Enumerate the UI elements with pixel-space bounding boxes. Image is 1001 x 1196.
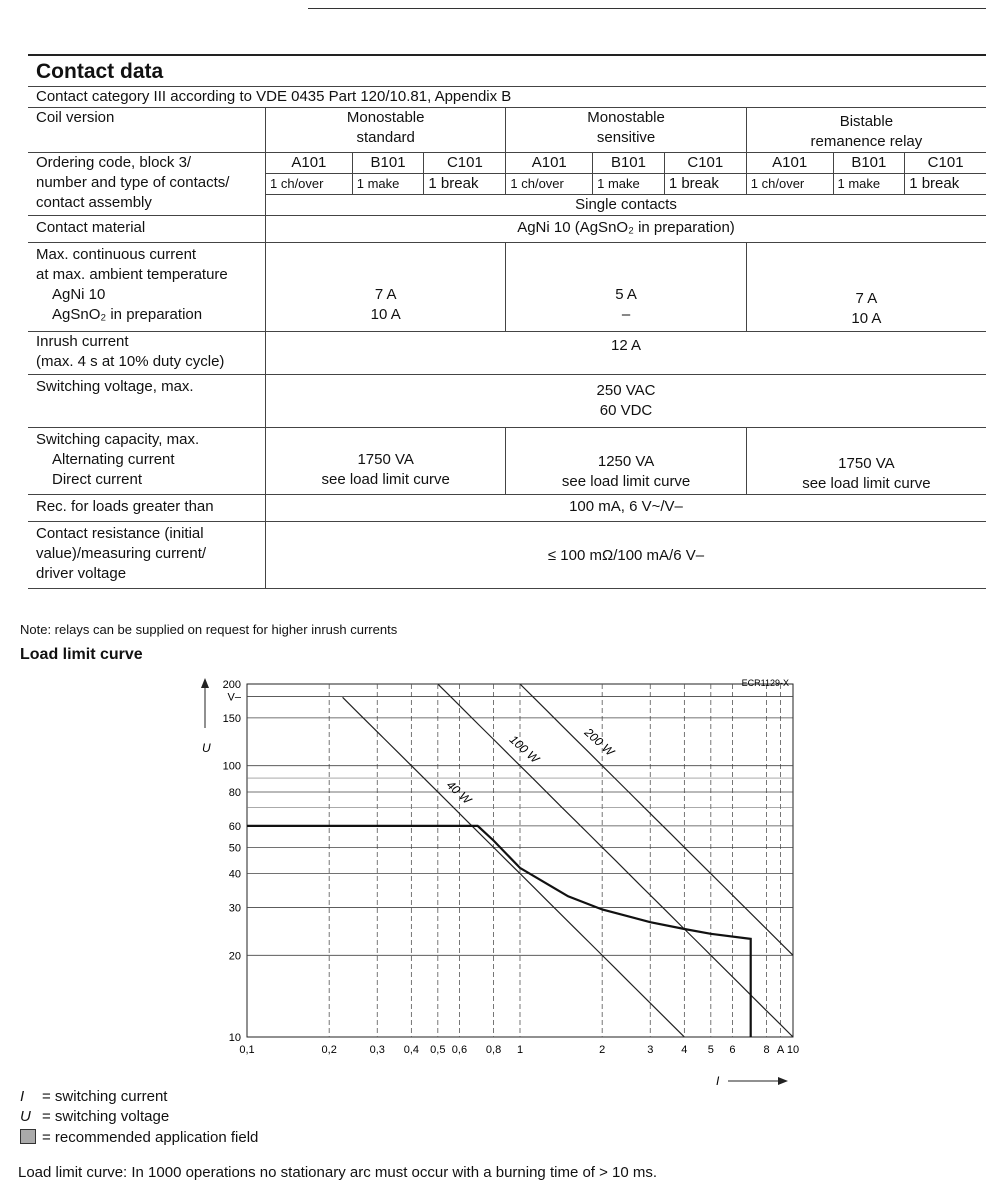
legend-item-current — [20, 1088, 167, 1105]
ordering-label-1: Ordering code, block 3/ — [36, 154, 192, 171]
switching-capacity-row — [28, 428, 986, 495]
inrush-row — [28, 332, 986, 375]
y-tick-label: 40 — [228, 868, 241, 881]
load-limit-curve — [247, 826, 751, 1037]
code-cell: B101 — [352, 153, 424, 174]
coil-mono-sens-1: Monostable — [587, 109, 665, 126]
x-axis-arrow-head-icon — [778, 1077, 788, 1085]
switching-capacity-sens-2: see load limit curve — [561, 473, 691, 490]
max-current-bi-1: 7 A — [855, 290, 878, 307]
max-current-label-4: AgSnO₂ in preparation — [52, 306, 203, 323]
switching-capacity-label-3: Direct current — [52, 471, 143, 488]
coil-version-label: Coil version — [28, 108, 266, 153]
coil-mono-sens-2: sensitive — [596, 129, 656, 146]
contact-type-cell: 1 make — [352, 174, 424, 195]
switching-capacity-std-1: 1750 VA — [357, 451, 414, 468]
category-row — [28, 87, 986, 108]
coil-mono-std — [266, 108, 506, 153]
max-current-sens-2: – — [621, 306, 631, 323]
y-tick-label: 80 — [228, 786, 241, 799]
note: Note: relays can be supplied on request for higher inrush currents — [20, 622, 398, 637]
load-limit-heading: Load limit curve — [20, 646, 143, 663]
ordering-label — [28, 153, 266, 216]
coil-mono-std-2: standard — [356, 129, 415, 146]
code-cell: C101 — [664, 153, 746, 174]
code-cell: C101 — [424, 153, 506, 174]
contact-type-cell: 1 make — [833, 174, 905, 195]
switching-capacity-label-1: Switching capacity, max. — [36, 431, 200, 448]
contact-data-table — [28, 86, 986, 589]
footnote: Load limit curve: In 1000 operations no stationary arc must occur with a burning time of > 10 ms. — [18, 1164, 658, 1181]
category-line: Contact category III according to VDE 0435 Part 120/10.81, Appendix B — [28, 87, 986, 108]
inrush-label-2: (max. 4 s at 10% duty cycle) — [36, 353, 225, 370]
switching-voltage-2: 60 VDC — [599, 402, 653, 419]
max-current-std — [266, 243, 506, 332]
contact-type-cell: 1 make — [593, 174, 665, 195]
coil-bistable-1: Bistable — [839, 113, 894, 130]
switching-capacity-std — [266, 428, 506, 495]
max-current-label — [28, 243, 266, 332]
x-tick-label: 0,1 — [239, 1044, 255, 1056]
max-current-std-2: 10 A — [370, 306, 401, 323]
y-tick-label: 30 — [228, 902, 241, 915]
contact-material-row — [28, 216, 986, 243]
switching-voltage-value — [266, 375, 987, 428]
code-cell: A101 — [266, 153, 353, 174]
y-tick-label: 60 — [228, 820, 241, 833]
legend-text: = recommended application field — [42, 1129, 259, 1146]
max-current-std-1: 7 A — [374, 286, 397, 303]
y-tick-label: V– — [227, 691, 241, 704]
legend-symbol: I — [20, 1088, 25, 1105]
contact-type-cell: 1 ch/over — [506, 174, 593, 195]
x-tick-label: 10 — [786, 1044, 800, 1056]
max-current-sens-1: 5 A — [615, 286, 637, 303]
x-tick-label: 8 — [763, 1044, 770, 1056]
rec-loads-row — [28, 495, 986, 522]
section-title-box — [28, 54, 986, 86]
x-tick-label: 1 — [516, 1044, 524, 1056]
x-tick-label: 0,5 — [430, 1044, 446, 1056]
x-tick-label: 0,6 — [451, 1044, 468, 1056]
switching-capacity-label — [28, 428, 266, 495]
x-tick-label: 0,3 — [369, 1044, 385, 1056]
contact-type-cell: 1 break — [664, 174, 746, 195]
switching-capacity-bi — [746, 428, 986, 495]
legend-item-application-field — [20, 1129, 258, 1146]
contact-resistance-label-3: driver voltage — [36, 565, 127, 582]
code-cell: C101 — [905, 153, 986, 174]
coil-bistable-2: remanence relay — [810, 133, 923, 150]
switching-capacity-sens-1: 1250 VA — [597, 453, 655, 470]
x-tick-label: 2 — [599, 1044, 606, 1056]
contact-resistance-label — [28, 522, 266, 589]
y-tick-label: 50 — [228, 842, 241, 855]
switching-voltage-label: Switching voltage, max. — [28, 375, 266, 428]
coil-mono-std-1: Monostable — [346, 109, 425, 126]
rec-loads-value: 100 mA, 6 V~/V– — [266, 495, 987, 522]
power-line-label: 200 W — [581, 725, 617, 759]
section-title: Contact data — [36, 60, 164, 83]
x-tick-label: 6 — [729, 1044, 736, 1056]
inrush-label — [28, 332, 266, 375]
switching-capacity-bi-1: 1750 VA — [838, 455, 895, 472]
y-tick-label: 200 — [222, 679, 241, 691]
x-tick-label: 0,8 — [485, 1044, 502, 1056]
power-line-label: 40 W — [443, 777, 474, 807]
x-tick-label: 5 — [707, 1044, 714, 1056]
y-tick-label: 150 — [222, 712, 241, 725]
max-current-label-3: AgNi 10 — [52, 286, 106, 303]
code-cell: A101 — [746, 153, 833, 174]
switching-voltage-1: 250 VAC — [596, 382, 656, 399]
x-tick-label: 0,2 — [321, 1044, 337, 1056]
switching-capacity-std-2: see load limit curve — [321, 471, 450, 488]
x-tick-label: 3 — [647, 1044, 654, 1056]
y-tick-label: 20 — [228, 950, 241, 963]
code-cell: B101 — [833, 153, 905, 174]
y-tick-label: 100 — [222, 760, 241, 773]
contact-resistance-label-1: Contact resistance (initial — [36, 525, 204, 542]
load-limit-chart — [180, 668, 820, 1093]
contact-resistance-row — [28, 522, 986, 589]
power-line-label: 100 W — [506, 732, 542, 766]
legend-symbol: U — [20, 1108, 31, 1125]
coil-mono-sens — [506, 108, 746, 153]
legend-item-voltage — [20, 1108, 169, 1125]
legend-text: = switching voltage — [42, 1108, 170, 1125]
max-current-bi — [746, 243, 986, 332]
switching-capacity-bi-2: see load limit curve — [802, 475, 931, 492]
switching-capacity-label-2: Alternating current — [52, 451, 175, 468]
x-tick-label: 0,4 — [403, 1044, 420, 1056]
power-line-100w — [438, 684, 793, 1037]
coil-version-row — [28, 108, 986, 153]
application-field-swatch-icon — [20, 1129, 36, 1144]
top-rule — [308, 8, 986, 9]
max-current-label-1: Max. continuous current — [36, 246, 197, 263]
chart-labels — [201, 678, 799, 1088]
y-tick-label: 10 — [228, 1032, 241, 1044]
contact-type-cell: 1 ch/over — [746, 174, 833, 195]
max-current-bi-2: 10 A — [851, 310, 882, 327]
contact-resistance-label-2: value)/measuring current/ — [36, 545, 207, 562]
contact-type-cell: 1 break — [905, 174, 986, 195]
max-current-sens — [506, 243, 746, 332]
legend-text: = switching current — [42, 1088, 168, 1105]
figure-code: ECR1129-X — [741, 678, 789, 688]
switching-voltage-row — [28, 375, 986, 428]
switching-capacity-sens — [506, 428, 746, 495]
contact-type-cell: 1 break — [424, 174, 506, 195]
max-current-row — [28, 243, 986, 332]
single-contacts: Single contacts — [266, 195, 987, 216]
contact-material-value: AgNi 10 (AgSnO₂ in preparation) — [266, 216, 987, 243]
inrush-value: 12 A — [266, 332, 987, 375]
code-cell: B101 — [593, 153, 665, 174]
x-axis-label: I — [716, 1074, 720, 1088]
contact-material-label: Contact material — [28, 216, 266, 243]
inrush-label-1: Inrush current — [36, 333, 129, 350]
y-axis-arrow-head-icon — [201, 678, 209, 688]
code-cell: A101 — [506, 153, 593, 174]
ordering-codes-row — [28, 153, 986, 174]
y-axis-label: U — [202, 741, 211, 755]
x-tick-label: 4 — [681, 1044, 688, 1056]
x-tick-label: A — [776, 1044, 785, 1056]
max-current-label-2: at max. ambient temperature — [36, 266, 228, 283]
coil-bistable — [746, 108, 986, 153]
ordering-label-2: number and type of contacts/ — [36, 174, 230, 191]
rec-loads-label: Rec. for loads greater than — [28, 495, 266, 522]
ordering-label-3: contact assembly — [36, 194, 152, 211]
contact-type-cell: 1 ch/over — [266, 174, 353, 195]
contact-resistance-value: ≤ 100 mΩ/100 mA/6 V– — [266, 522, 987, 589]
